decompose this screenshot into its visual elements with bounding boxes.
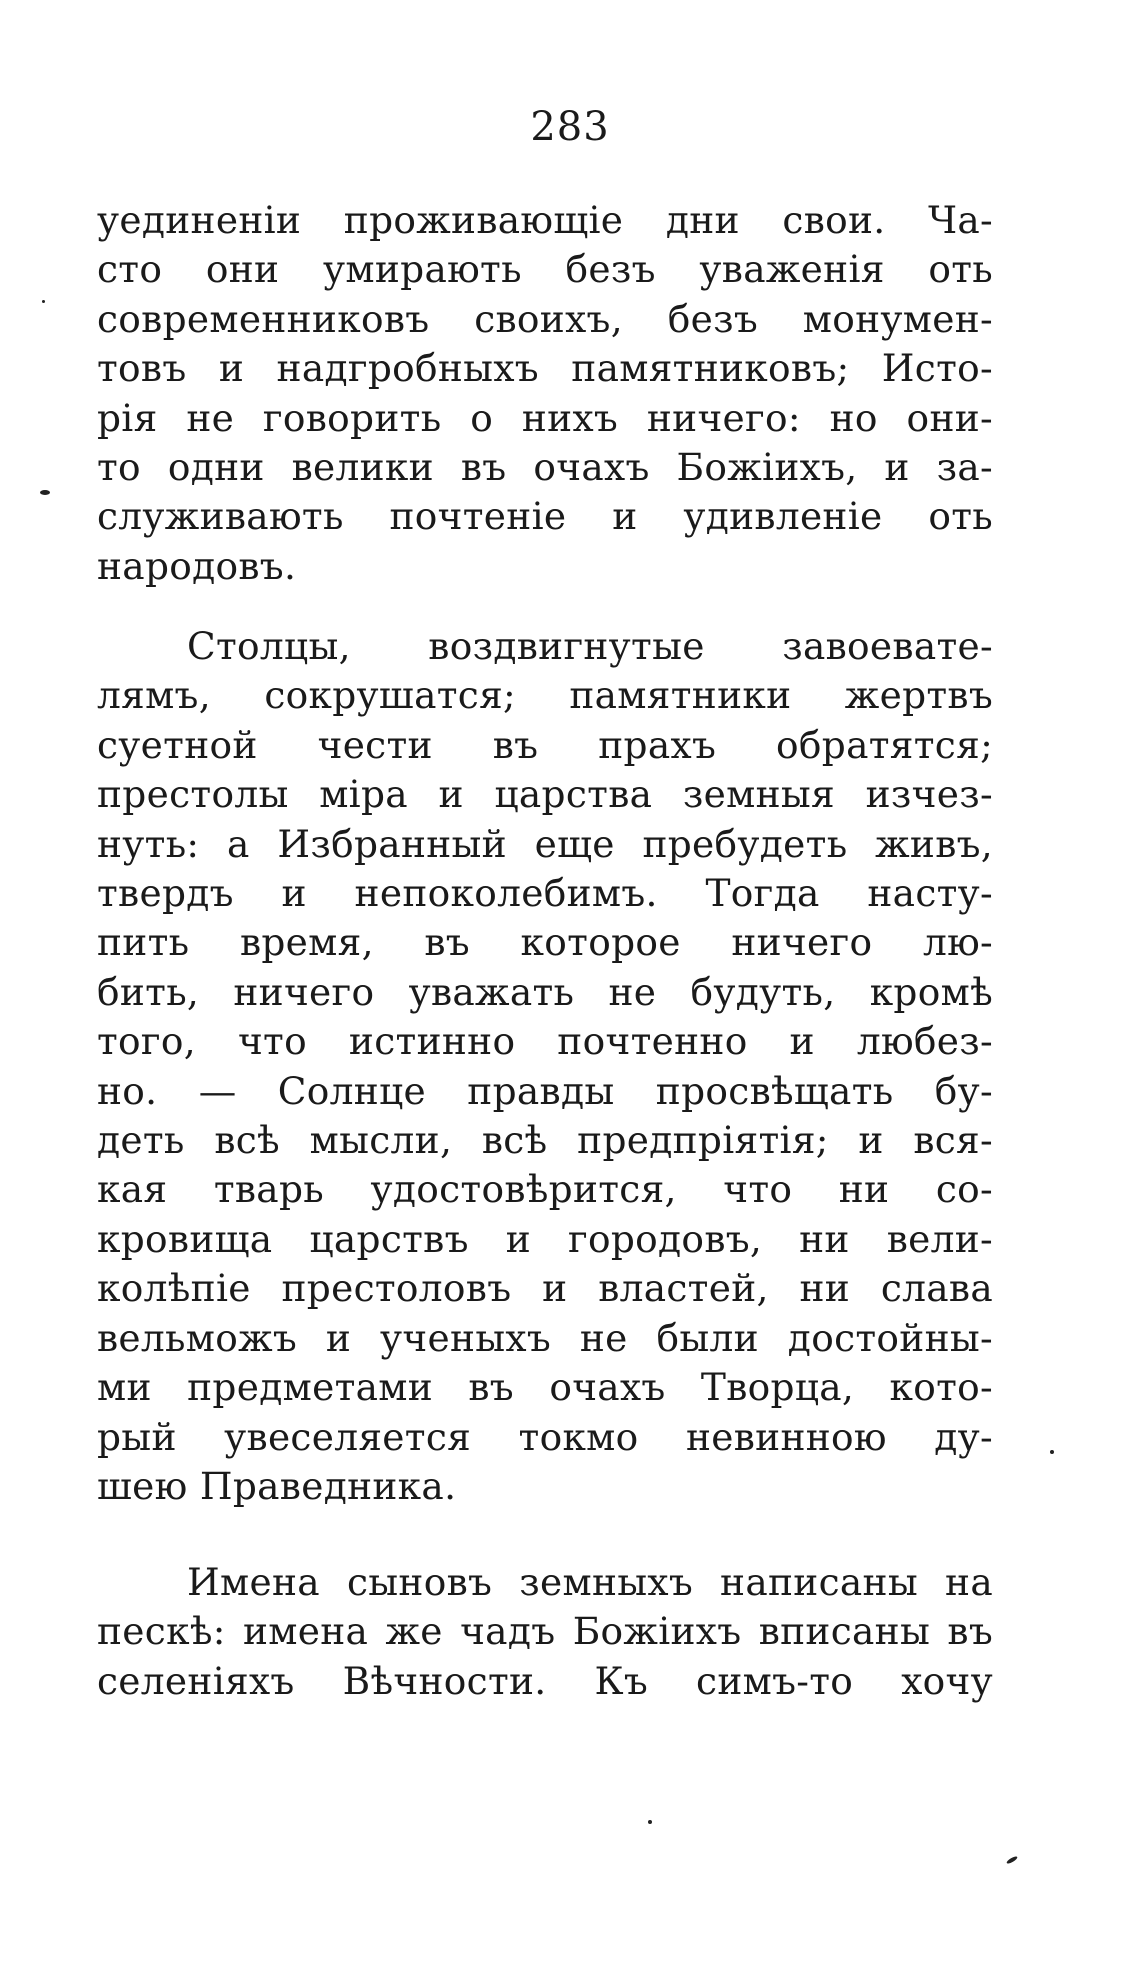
paragraph-3 <box>97 1558 993 1706</box>
scan-speck <box>1006 1855 1018 1864</box>
text-line: кровища царствъ и городовъ, ни вели- <box>97 1216 993 1261</box>
text-line: лямъ, сокрушатся; памятники жертвъ <box>97 673 993 718</box>
text-line: шею Праведника. <box>97 1463 457 1508</box>
scan-speck <box>40 490 50 495</box>
text-line: твердъ и непоколебимъ. Тогда насту- <box>97 871 993 916</box>
text-line: сто они умирають безъ уваженiя оть <box>97 247 993 292</box>
text-line: Столцы, воздвигнутые завоевате- <box>187 624 993 668</box>
text-line: престолы мiра и царства земныя изчез- <box>97 772 993 817</box>
text-line: нуть: а Избранный еще пребудеть живъ, <box>97 821 993 866</box>
text-line: народовъ. <box>97 543 297 588</box>
text-line: товъ и надгробныхъ памятниковъ; Исто- <box>97 346 993 391</box>
text-line: то одни велики въ очахъ Божiихъ, и за- <box>97 445 993 490</box>
text-line: кая тварь удостовѣрится, что ни со- <box>97 1167 993 1212</box>
text-line: деть всѣ мысли, всѣ предпрiятiя; и вся- <box>97 1118 993 1163</box>
text-line: Имена сыновъ земныхъ написаны на <box>187 1560 993 1604</box>
text-line: колѣпiе престоловъ и властей, ни слава <box>97 1266 993 1311</box>
text-line: рый увеселяется токмо невинною ду- <box>97 1414 993 1459</box>
scan-speck <box>42 300 45 303</box>
text-line: селенiяхъ Вѣчности. Къ симъ-то хочу <box>97 1658 993 1703</box>
text-line: уединенiи проживающiе дни свои. Ча- <box>97 198 993 242</box>
text-line: служивають почтенiе и удивленiе оть <box>97 494 993 539</box>
scan-speck <box>1050 1450 1054 1454</box>
text-line: современниковъ своихъ, безъ монумен- <box>97 296 993 341</box>
scan-speck <box>648 1820 652 1824</box>
page-number: 283 <box>530 104 610 150</box>
text-line: суетной чести въ прахъ обратятся; <box>97 722 993 767</box>
text-line: пескѣ: имена же чадъ Божiихъ вписаны въ <box>97 1609 993 1654</box>
text-line: рiя не говорить о нихъ ничего: но они- <box>97 395 993 440</box>
paragraph-1 <box>97 196 993 591</box>
text-line: того, что истинно почтенно и любез- <box>97 1019 993 1064</box>
text-line: пить время, въ которое ничего лю- <box>97 920 993 965</box>
text-line: бить, ничего уважать не будуть, кромѣ <box>97 969 993 1014</box>
text-line: но. — Солнце правды просвѣщать бу- <box>97 1068 993 1113</box>
text-line: вельможъ и ученыхъ не были достойны- <box>97 1315 993 1360</box>
text-line: ми предметами въ очахъ Творца, кото- <box>97 1365 993 1410</box>
paragraph-2 <box>97 622 993 1511</box>
